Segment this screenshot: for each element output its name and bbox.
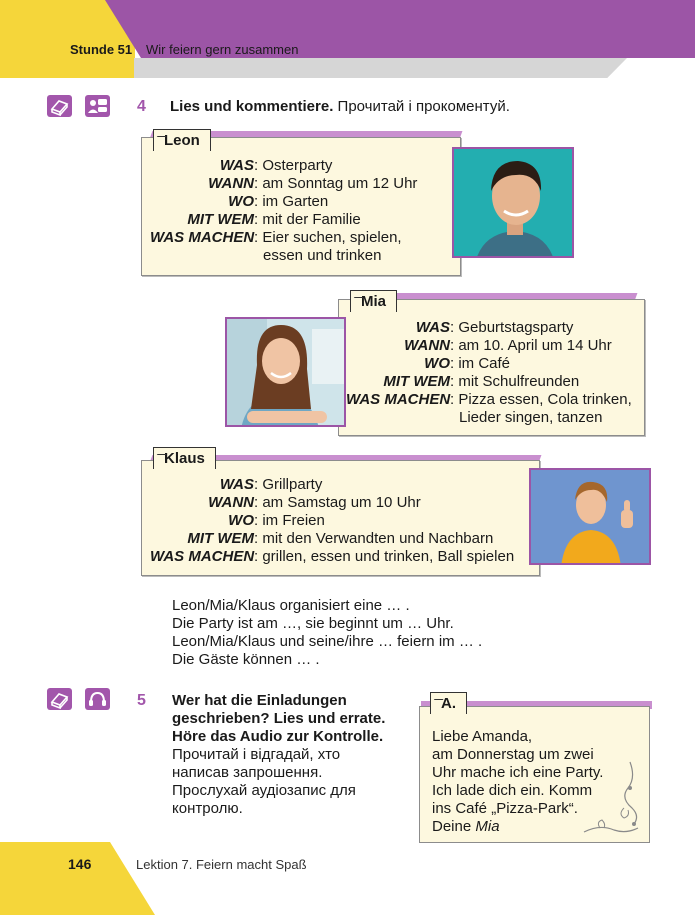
- leon-mitwem-value: mit der Familie: [262, 211, 361, 228]
- header-grey-band: [134, 58, 627, 78]
- fill-line-3: Leon/Mia/Klaus und seine/ihre … feiern im … .: [172, 633, 483, 650]
- mia-wasmachen-label: WAS MACHEN: [346, 391, 451, 408]
- leon-mitwem-label: MIT WEM: [187, 211, 254, 228]
- klaus-wo-label: WO: [228, 512, 254, 529]
- task-5-heading: [172, 692, 412, 818]
- leon-wo-label: WO: [228, 193, 254, 210]
- task-5-heading-uk-2: написав запрошення.: [172, 764, 323, 781]
- letter-line-2: am Donnerstag um zwei: [432, 746, 594, 763]
- task-5-heading-de-1: Wer hat die Einladungen: [172, 692, 347, 709]
- klaus-photo: [529, 468, 651, 565]
- headphones-icon: [85, 688, 110, 710]
- task-5-heading-de-3: Höre das Audio zur Kontrolle.: [172, 728, 384, 745]
- task-5-heading-uk-3: Прослухай аудіозапис для: [172, 782, 356, 799]
- mia-mitwem-label: MIT WEM: [383, 373, 450, 390]
- klaus-was-label: WAS: [219, 476, 254, 493]
- leon-wasmachen-label: WAS MACHEN: [150, 229, 255, 246]
- letter-signature: Mia: [475, 818, 500, 835]
- task-4-number: 4: [137, 98, 146, 115]
- leon-wann-label: WANN: [208, 175, 254, 192]
- chat-icon: [85, 95, 110, 117]
- task-4-heading-uk: Прочитай і прокоментуй.: [337, 98, 510, 115]
- footer-yellow-band: [0, 842, 155, 915]
- fill-line-2: Die Party ist am …, sie beginnt um … Uhr.: [172, 615, 454, 632]
- footer-lesson-title: Lektion 7. Feiern macht Spaß: [136, 857, 307, 872]
- klaus-wann-value: am Samstag um 10 Uhr: [262, 494, 421, 511]
- leon-was-value: Osterparty: [262, 157, 333, 174]
- klaus-mitwem-label: MIT WEM: [187, 530, 254, 547]
- page-number: 146: [68, 856, 92, 872]
- klaus-card-tab: Klaus: [153, 447, 216, 469]
- mia-wasmachen-value-2: Lieder singen, tanzen: [459, 409, 603, 426]
- leon-photo: [452, 147, 574, 258]
- mia-wo-label: WO: [424, 355, 450, 372]
- klaus-mitwem-value: mit den Verwandten und Nachbarn: [262, 530, 494, 547]
- boy-thumbs-up-icon: [531, 470, 651, 565]
- leon-card-tab: Leon: [153, 129, 211, 151]
- leon-wasmachen-value-1: Eier suchen, spielen,: [262, 229, 402, 246]
- boy-portrait-icon: [454, 149, 574, 258]
- mia-mitwem-value: mit Schulfreunden: [458, 373, 580, 390]
- task-4-heading: [170, 98, 510, 115]
- klaus-wo-value: im Freien: [262, 512, 325, 529]
- mia-was-label: WAS: [415, 319, 450, 336]
- task-5-number: 5: [137, 692, 146, 709]
- letter-line-1: Liebe Amanda,: [432, 728, 533, 745]
- lesson-number: Stunde 51: [70, 42, 133, 57]
- klaus-wann-label: WANN: [208, 494, 254, 511]
- task-4-heading-de: Lies und kommentiere.: [170, 98, 334, 115]
- mia-card-tab: Mia: [350, 290, 397, 312]
- fill-line-4: Die Gäste können … .: [172, 651, 320, 668]
- book-icon: [47, 95, 72, 117]
- mia-was-value: Geburtstagsparty: [458, 319, 574, 336]
- task-5-heading-uk-1: Прочитай і відгадай, хто: [172, 746, 341, 763]
- lesson-title: Wir feiern gern zusammen: [146, 42, 299, 57]
- mia-photo: [225, 317, 346, 427]
- leon-was-label: WAS: [219, 157, 254, 174]
- letter-closing-word: Deine: [432, 818, 472, 835]
- leon-wasmachen-value-2: essen und trinken: [263, 247, 382, 264]
- letter-card-tab: A.: [430, 692, 467, 714]
- mia-wasmachen-value-1: Pizza essen, Cola trinken,: [458, 391, 632, 408]
- klaus-wasmachen-value: grillen, essen und trinken, Ball spielen: [262, 548, 515, 565]
- mia-wo-value: im Café: [458, 355, 511, 372]
- mia-wann-value: am 10. April um 14 Uhr: [458, 337, 612, 354]
- task-5-heading-uk-4: контролю.: [172, 800, 243, 817]
- klaus-was-value: Grillparty: [262, 476, 323, 493]
- leon-wann-value: am Sonntag um 12 Uhr: [262, 175, 418, 192]
- fill-line-1: Leon/Mia/Klaus organisiert eine … .: [172, 597, 410, 614]
- letter-line-3: Uhr mache ich eine Party.: [432, 764, 604, 781]
- girl-portrait-icon: [227, 319, 346, 427]
- book-icon: [47, 688, 72, 710]
- ornament-icon: [580, 758, 644, 838]
- letter-closing: [432, 818, 603, 836]
- klaus-wasmachen-label: WAS MACHEN: [150, 548, 255, 565]
- leon-wo-value: im Garten: [262, 193, 329, 210]
- letter-line-5: ins Café „Pizza-Park“.: [432, 800, 578, 817]
- letter-line-4: Ich lade dich ein. Komm: [432, 782, 593, 799]
- task-5-heading-de-2: geschrieben? Lies und errate.: [172, 710, 386, 727]
- letter-text: [432, 728, 603, 836]
- mia-wann-label: WANN: [404, 337, 450, 354]
